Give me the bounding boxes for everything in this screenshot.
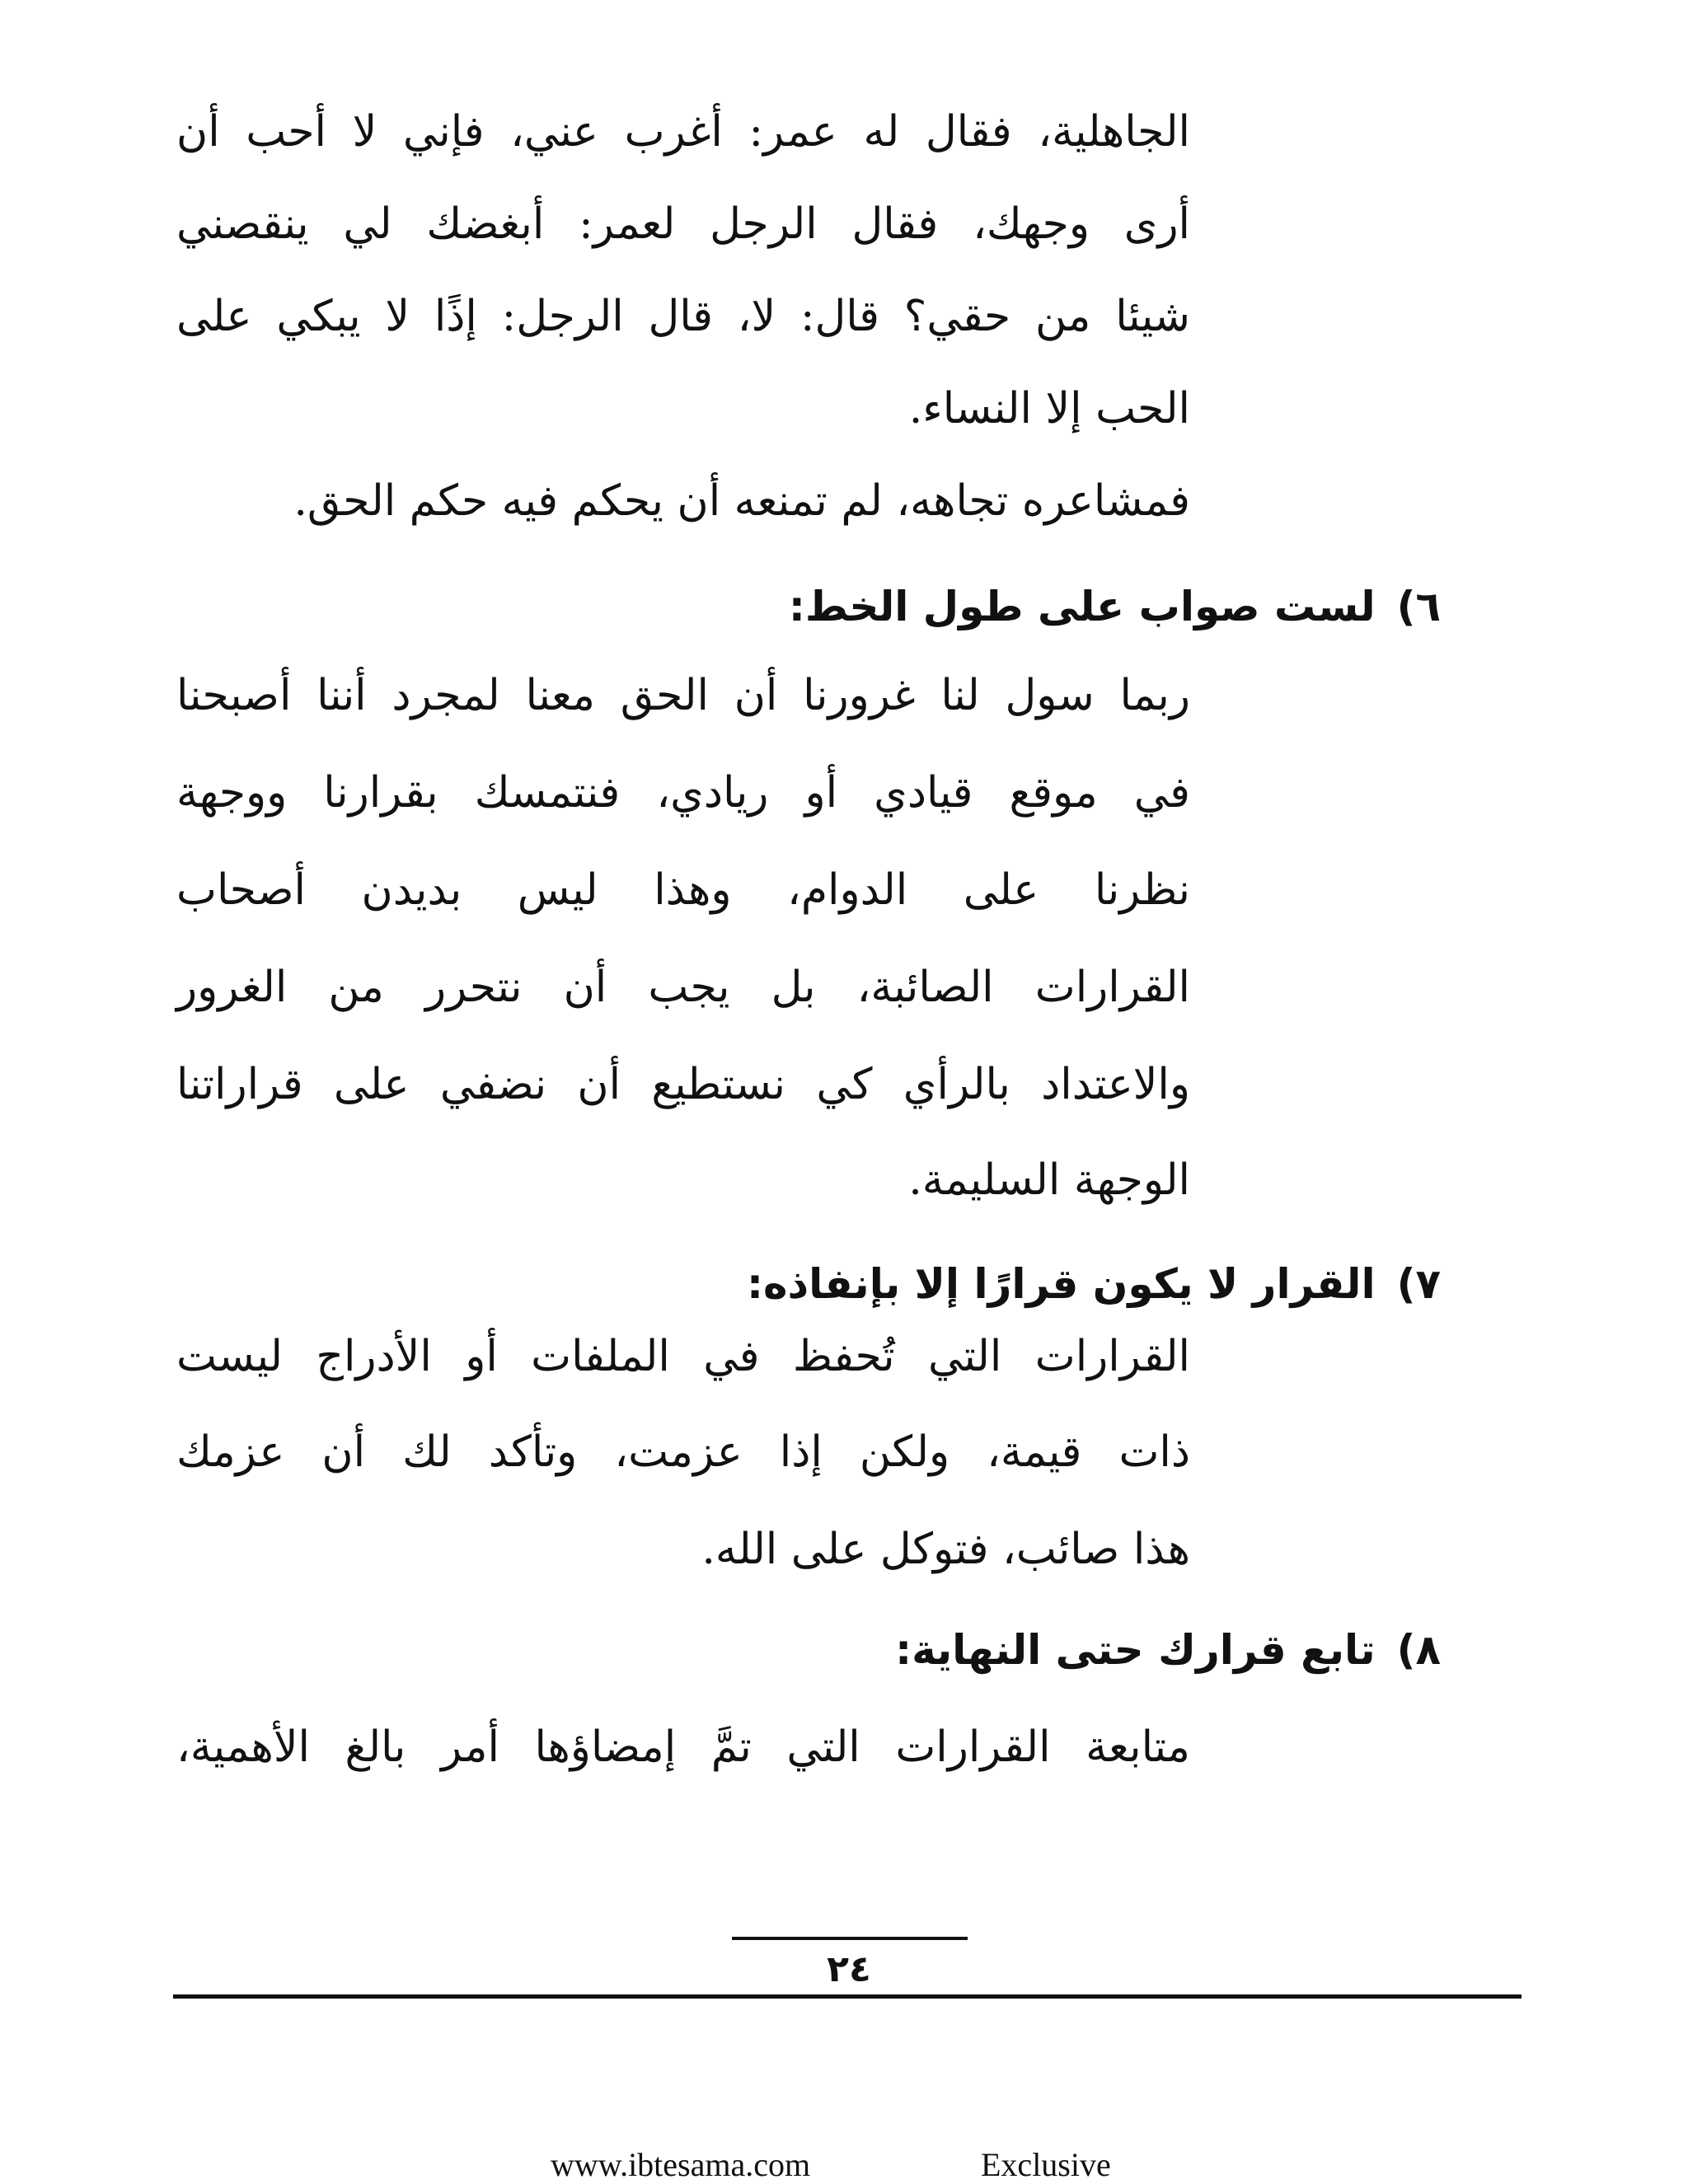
text-line: شيئا من حقي؟ قال: لا، قال الرجل: إذًا لا يبكي على [176,292,1190,341]
text-line: فمشاعره تجاهه، لم تمنعه أن يحكم فيه حكم الحق. [293,476,1190,526]
section-heading-7 [747,1258,1441,1310]
text-line: ربما سول لنا غرورنا أن الحق معنا لمجرد أننا أصبحنا [176,671,1190,720]
text-line: والاعتداد بالرأي كي نستطيع أن نضفي على قراراتنا [176,1060,1190,1109]
text-line: متابعة القرارات التي تمَّ إمضاؤها أمر بالغ الأهمية، [176,1722,1190,1772]
section-heading-6 [789,580,1441,633]
section-number: ٦) [1396,583,1441,630]
page-number: ٢٤ [827,1948,871,1990]
section-title: تابع قرارك حتى النهاية: [895,1626,1376,1674]
text-line: الجاهلية، فقال له عمر: أغرب عني، فإني لا أحب أن [176,107,1190,157]
section-number: ٧) [1396,1260,1441,1308]
text-line: الحب إلا النساء. [908,384,1190,434]
text-line: الوجهة السليمة. [908,1155,1190,1205]
text-line: هذا صائب، فتوكل على الله. [701,1525,1190,1574]
text-line: في موقع قيادي أو ريادي، فنتمسك بقرارنا ووجهة [176,768,1190,818]
section-heading-8 [895,1624,1441,1676]
text-line: القرارات الصائبة، بل يجب أن نتحرر من الغرور [176,963,1190,1012]
section-title: لست صواب على طول الخط: [788,583,1376,630]
footer-tag: Exclusive [981,2146,1111,2183]
text-line: أرى وجهك، فقال الرجل لعمر: أبغضك لي ينقصني [176,199,1190,249]
page-number-rule [732,1937,968,1940]
text-line: ذات قيمة، ولكن إذا عزمت، وتأكد لك أن عزمك [176,1427,1190,1477]
footer-divider [173,1994,1522,1999]
text-line: نظرنا على الدوام، وهذا ليس بديدن أصحاب [176,865,1190,915]
website-link[interactable]: www.ibtesama.com [551,2146,811,2183]
section-number: ٨) [1396,1626,1441,1674]
section-title: القرار لا يكون قرارًا إلا بإنفاذه: [747,1260,1376,1308]
text-line: القرارات التي تُحفظ في الملفات أو الأدراج ليست [176,1332,1190,1381]
